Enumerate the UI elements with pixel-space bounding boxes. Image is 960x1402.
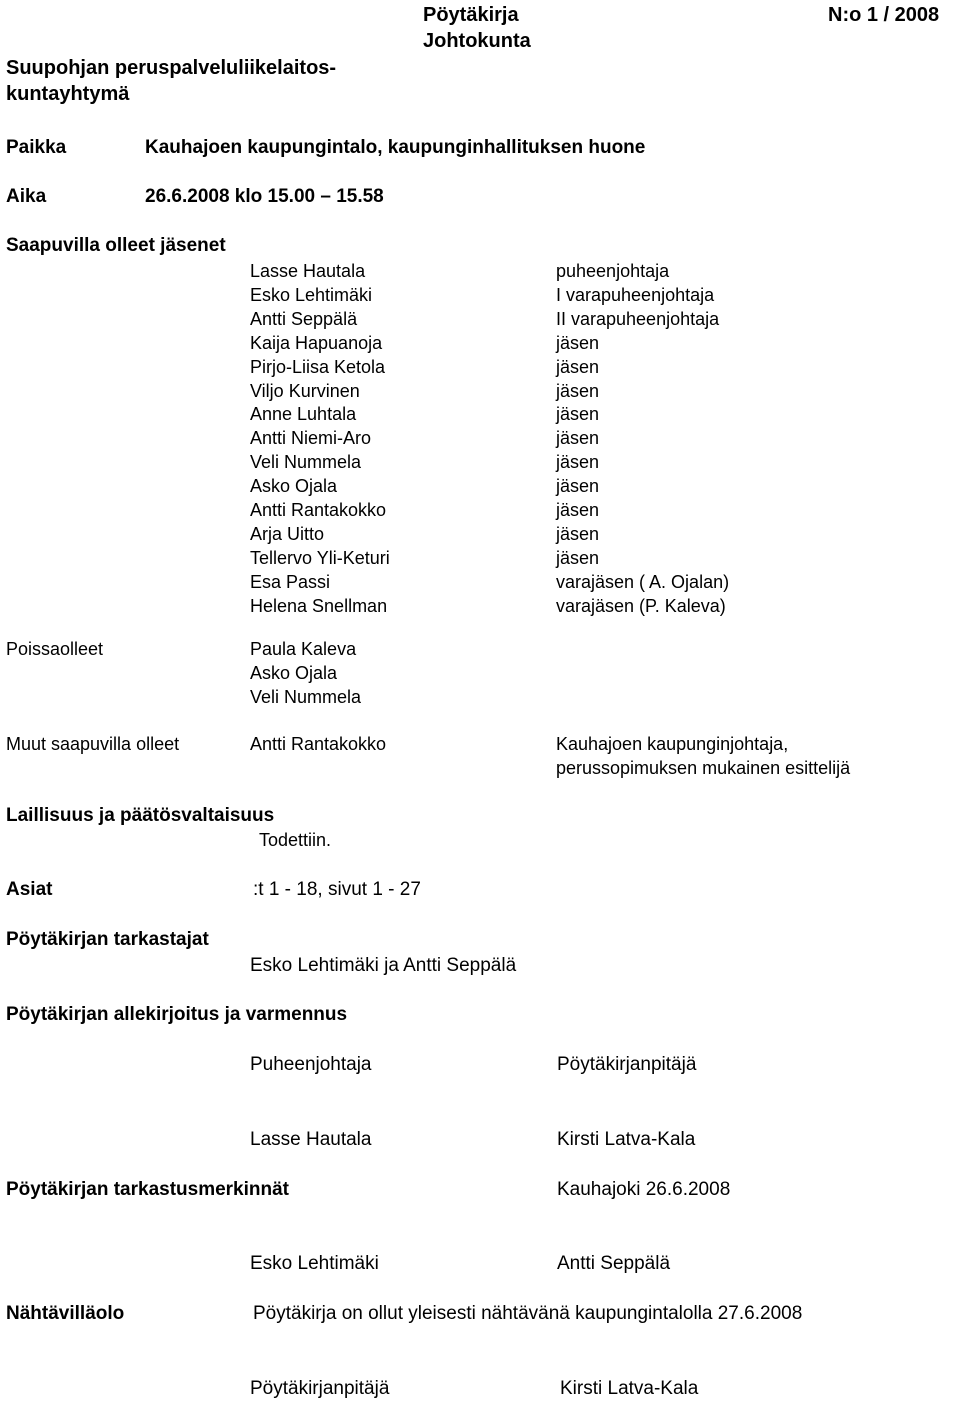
items-label: Asiat <box>6 879 53 900</box>
secretary-name: Kirsti Latva-Kala <box>557 1129 696 1150</box>
member-name: Arja Uitto <box>250 523 325 544</box>
organization-name-line2: kuntayhtymä <box>6 83 130 105</box>
chair-name: Lasse Hautala <box>250 1129 372 1150</box>
others-label: Muut saapuvilla olleet <box>6 734 180 754</box>
display-signer-title: Pöytäkirjanpitäjä <box>250 1378 390 1399</box>
reviewers-value: Esko Lehtimäki ja Antti Seppälä <box>250 955 517 976</box>
legality-value: Todettiin. <box>259 830 332 850</box>
reviewer-2-name: Antti Seppälä <box>557 1253 671 1274</box>
member-role: jäsen <box>556 380 600 401</box>
reviewer-1-name: Esko Lehtimäki <box>250 1253 379 1274</box>
member-name: Esa Passi <box>250 571 331 592</box>
absent-names <box>250 638 361 710</box>
present-member-roles <box>556 260 729 619</box>
others-name: Antti Rantakokko <box>250 734 387 754</box>
document-type: Pöytäkirja <box>423 4 519 26</box>
absent-name: Paula Kaleva <box>250 639 357 659</box>
member-role: jäsen <box>556 500 600 521</box>
member-role: jäsen <box>556 332 600 353</box>
member-role: jäsen <box>556 452 600 473</box>
member-name: Esko Lehtimäki <box>250 284 373 305</box>
absent-label: Poissaolleet <box>6 639 104 659</box>
member-name: Antti Seppälä <box>250 308 358 329</box>
display-signer-name: Kirsti Latva-Kala <box>560 1378 699 1399</box>
place-value: Kauhajoen kaupungintalo, kaupunginhallituksen huone <box>145 137 646 158</box>
member-role: II varapuheenjohtaja <box>556 308 720 329</box>
time-value: 26.6.2008 klo 15.00 – 15.58 <box>145 186 384 207</box>
member-role: jäsen <box>556 428 600 449</box>
member-name: Tellervo Yli-Keturi <box>250 547 390 568</box>
member-role: varajäsen (P. Kaleva) <box>556 595 726 616</box>
member-name: Lasse Hautala <box>250 261 366 281</box>
time-label: Aika <box>6 186 47 207</box>
member-name: Veli Nummela <box>250 452 362 473</box>
member-name: Antti Niemi-Aro <box>250 428 372 449</box>
document-number: N:o 1 / 2008 <box>828 4 940 26</box>
member-role: jäsen <box>556 404 600 425</box>
member-role: jäsen <box>556 356 600 377</box>
others-role-line1: Kauhajoen kaupunginjohtaja, <box>556 734 789 754</box>
member-role: jäsen <box>556 476 600 497</box>
member-name: Anne Luhtala <box>250 404 357 425</box>
display-label: Nähtävilläolo <box>6 1303 125 1324</box>
member-name: Antti Rantakokko <box>250 500 387 521</box>
reviewers-label: Pöytäkirjan tarkastajat <box>6 929 209 950</box>
signature-label: Pöytäkirjan allekirjoitus ja varmennus <box>6 1004 348 1025</box>
member-role: puheenjohtaja <box>556 261 670 281</box>
display-value: Pöytäkirja on ollut yleisesti nähtävänä kaupungintalolla 27.6.2008 <box>253 1303 803 1324</box>
member-role: jäsen <box>556 547 600 568</box>
member-name: Helena Snellman <box>250 595 388 616</box>
items-value: :t 1 - 18, sivut 1 - 27 <box>253 879 421 900</box>
absent-name: Veli Nummela <box>250 686 362 707</box>
place-label: Paikka <box>6 137 67 158</box>
review-place-date: Kauhajoki 26.6.2008 <box>557 1179 731 1200</box>
member-name: Kaija Hapuanoja <box>250 332 383 353</box>
present-members-label: Saapuvilla olleet jäsenet <box>6 235 226 256</box>
member-name: Pirjo-Liisa Ketola <box>250 356 386 377</box>
governing-body: Johtokunta <box>423 30 531 52</box>
member-role: jäsen <box>556 523 600 544</box>
present-member-names <box>250 260 390 619</box>
organization-name-line1: Suupohjan peruspalveluliikelaitos- <box>6 57 337 79</box>
absent-name: Asko Ojala <box>250 662 338 683</box>
member-role: I varapuheenjohtaja <box>556 284 715 305</box>
others-role-line2: perussopimuksen mukainen esittelijä <box>556 758 851 778</box>
review-marks-label: Pöytäkirjan tarkastusmerkinnät <box>6 1179 290 1200</box>
member-name: Asko Ojala <box>250 476 338 497</box>
secretary-title: Pöytäkirjanpitäjä <box>557 1054 697 1075</box>
legality-label: Laillisuus ja päätösvaltaisuus <box>6 805 275 826</box>
member-name: Viljo Kurvinen <box>250 380 360 401</box>
chair-title: Puheenjohtaja <box>250 1054 372 1075</box>
member-role: varajäsen ( A. Ojalan) <box>556 571 730 592</box>
